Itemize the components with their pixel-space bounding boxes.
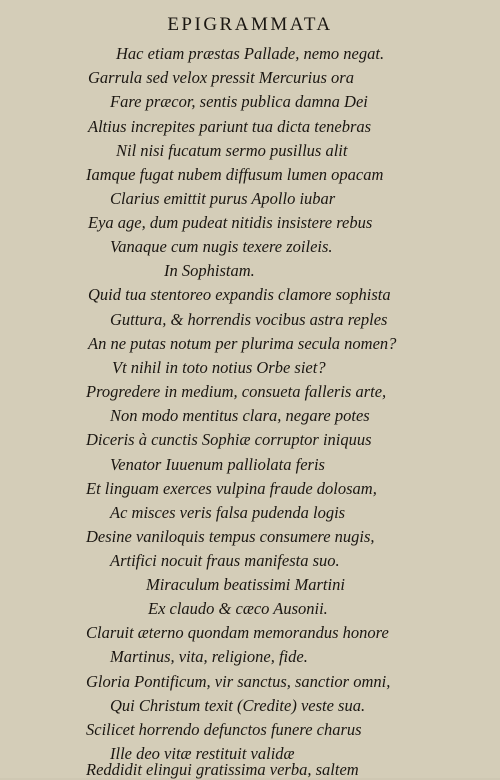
running-header: EPIGRAMMATA bbox=[167, 14, 333, 35]
verse-line: Clarius emittit purus Apollo iubar bbox=[110, 189, 336, 208]
poem-title: Ex claudo & cæco Ausonii. bbox=[148, 599, 328, 618]
verse-line: Ille deo vitæ restituit validæ bbox=[110, 744, 295, 763]
verse-line: Claruit æterno quondam memorandus honore bbox=[86, 623, 389, 642]
verse-line: Desine vaniloquis tempus consumere nugis, bbox=[86, 527, 375, 546]
verse-line: Artifici nocuit fraus manifesta suo. bbox=[110, 551, 340, 570]
verse-line: Ac misces veris falsa pudenda logis bbox=[110, 503, 346, 522]
verse-line: Garrula sed velox pressit Mercurius ora bbox=[88, 68, 354, 87]
verse-line: Et linguam exerces vulpina fraude dolosam, bbox=[86, 479, 377, 498]
verse-line: Reddidit elingui gratissima verba, saltem bbox=[86, 760, 359, 779]
verse-line: Iamque fugat nubem diffusum lumen opacam bbox=[86, 165, 384, 184]
verse-line: Fare præcor, sentis publica damna Dei bbox=[110, 92, 368, 111]
verse-line: Altius increpites pariunt tua dicta tenebras bbox=[88, 117, 372, 136]
verse-line: Gloria Pontificum, vir sanctus, sanctior omni, bbox=[86, 672, 391, 691]
verse-line: Qui Christum texit (Credite) veste sua. bbox=[110, 696, 366, 715]
verse-line: Vanaque cum nugis texere zoileis. bbox=[110, 237, 333, 256]
verse-line: Venator Iuuenum palliolata feris bbox=[110, 455, 325, 474]
poem-title: Miraculum beatissimi Martini bbox=[146, 575, 345, 594]
verse-line: Quid tua stentoreo expandis clamore sophista bbox=[88, 285, 391, 304]
verse-line: Non modo mentitus clara, negare potes bbox=[110, 406, 370, 425]
verse-line: Diceris à cunctis Sophiæ corruptor iniquus bbox=[86, 430, 372, 449]
verse-line: Progredere in medium, consueta falleris arte, bbox=[86, 382, 387, 401]
verse-line: An ne putas notum per plurima secula nomen? bbox=[88, 334, 397, 353]
poem-title: In Sophistam. bbox=[164, 261, 255, 280]
verse-line: Scilicet horrendo defunctos funere charus bbox=[86, 720, 362, 739]
verse-line: Nil nisi fucatum sermo pusillus alit bbox=[116, 141, 348, 160]
verse-line: Guttura, & horrendis vocibus astra reples bbox=[110, 310, 388, 329]
verse-line: Martinus, vita, religione, fide. bbox=[110, 647, 308, 666]
verse-line: Eya age, dum pudeat nitidis insistere rebus bbox=[88, 213, 373, 232]
verse-line: Vt nihil in toto notius Orbe siet? bbox=[112, 358, 326, 377]
verse-line: Hac etiam præstas Pallade, nemo negat. bbox=[116, 44, 385, 63]
